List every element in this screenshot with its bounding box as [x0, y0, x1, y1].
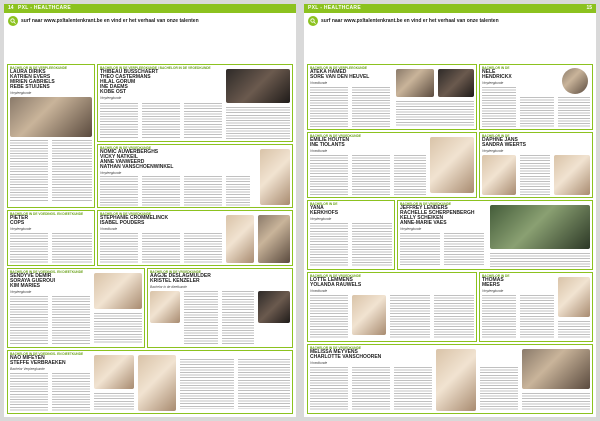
talent-name: HILAL GORUM	[100, 79, 136, 85]
talent-name: REBE STUIJENS	[10, 84, 50, 90]
article-text	[100, 103, 138, 139]
talent-name: YOLANDA RAUWELS	[310, 282, 362, 288]
box-names	[310, 138, 349, 148]
talent-box	[7, 210, 95, 266]
talent-name: LOTTE LEMMENS	[310, 277, 353, 283]
article-text	[310, 295, 348, 339]
box-names	[100, 70, 158, 95]
talent-box	[479, 272, 593, 342]
article-text	[520, 295, 554, 339]
talent-name: THOMAS	[482, 277, 504, 283]
talent-name: HENDRICKX	[482, 74, 512, 80]
talent-box	[479, 132, 593, 198]
talent-box	[307, 132, 477, 198]
talent-name: KELLY SCHEIKEN	[400, 215, 444, 221]
article-text	[94, 393, 134, 411]
portrait-photo	[260, 149, 290, 205]
box-category: BACHELOR IN DE VROEDKUNDE	[400, 202, 452, 206]
talent-name: NAO MIFEYEN	[10, 355, 45, 361]
page-number: 15	[586, 5, 592, 11]
box-category: BACHELOR IN DE VROEDKUNDE	[100, 212, 152, 216]
article-text	[434, 295, 474, 339]
article-text	[400, 233, 440, 267]
article-text	[142, 176, 180, 206]
box-category: BACHELOR IN DE	[482, 66, 510, 70]
group-photo	[226, 69, 290, 103]
talent-name: MELISSA MEYVENS	[310, 349, 358, 355]
portrait-photo	[94, 355, 134, 389]
article-text	[352, 87, 390, 127]
box-role: Verpleegkunde	[482, 149, 504, 153]
talent-name: THEO CASTERMANS	[100, 74, 151, 80]
talent-box	[147, 268, 293, 348]
article-text	[184, 176, 222, 206]
portrait-photo	[554, 155, 590, 195]
box-names	[400, 206, 474, 226]
box-role: Vroedkunde	[310, 149, 328, 153]
talent-name: EMILIE HOUTEN	[310, 137, 350, 143]
box-role: Verpleegkunde	[100, 171, 122, 175]
article-text	[100, 176, 138, 206]
article-text	[396, 101, 474, 127]
talent-name: PIETER	[10, 215, 29, 221]
box-category: BACHELOR IN DE VERPLEEGKUNDE	[10, 66, 68, 70]
portrait-photo	[94, 273, 142, 309]
article-text	[226, 107, 290, 139]
article-text	[490, 253, 590, 267]
box-category: BACHELOR IN DE VERPLEEGKUNDE	[310, 66, 368, 70]
website-banner	[308, 16, 592, 26]
box-category: BACHELOR IN DE VROEDKUNDE	[100, 146, 152, 150]
talent-name: INE DAEMS	[100, 84, 128, 90]
portrait-photo	[150, 291, 180, 323]
box-names	[310, 206, 338, 216]
article-text	[444, 233, 484, 267]
article-text	[10, 373, 48, 411]
box-category: BACHELOR IN DE VOEDINGS- EN DIEETKUNDE	[10, 212, 84, 216]
article-text	[10, 296, 48, 344]
talent-box	[7, 268, 145, 348]
page-header	[304, 4, 596, 13]
page-header	[4, 4, 296, 13]
talent-name: KERKHOFS	[310, 210, 339, 216]
article-text	[310, 367, 348, 411]
portrait-photo	[562, 68, 588, 94]
article-text	[184, 103, 222, 139]
article-text	[180, 359, 234, 409]
website-banner	[8, 16, 292, 26]
article-text	[558, 321, 590, 339]
talent-name: JEFFREY LENDERS	[400, 205, 448, 211]
talent-name: COPS	[10, 220, 25, 226]
article-text	[520, 97, 554, 127]
article-text	[480, 367, 518, 411]
portrait-photo	[396, 69, 434, 97]
talent-name: KRISTEL KENZELER	[150, 278, 200, 284]
article-text	[142, 103, 180, 139]
portrait-photo	[138, 355, 176, 411]
talent-name: KIM MARIES	[10, 283, 40, 289]
box-role: Verpleegkunde	[400, 227, 422, 231]
box-names	[100, 216, 168, 226]
talent-box	[307, 344, 593, 414]
talent-name: SORE VAN DEN HEUVEL	[310, 74, 370, 80]
talent-name: KATRIEN EVERS	[10, 74, 51, 80]
box-role: Verpleegkunde	[310, 217, 332, 221]
portrait-photo	[558, 277, 590, 317]
box-role: Verpleegkunde	[482, 289, 504, 293]
search-icon	[8, 16, 18, 26]
box-role: Vroedkunde	[310, 289, 328, 293]
portrait-photo	[482, 155, 516, 195]
talent-name: ISABEL POUDERS	[100, 220, 145, 226]
article-text	[94, 313, 142, 343]
portrait-photo	[430, 137, 474, 193]
box-names	[10, 216, 28, 226]
talent-box	[479, 64, 593, 130]
talent-name: SENDYVE DEMIR	[10, 273, 52, 279]
article-text	[520, 155, 550, 195]
article-text	[352, 155, 390, 195]
section-title: PXL - HEALTHCARE	[308, 5, 361, 11]
search-icon	[308, 16, 318, 26]
article-text	[310, 155, 348, 195]
portrait-photo	[438, 69, 474, 97]
article-text	[394, 155, 426, 195]
talent-box	[307, 272, 477, 342]
talent-box	[97, 210, 293, 266]
box-role: Vroedkunde	[310, 81, 328, 85]
box-role: Bachelor in de dieetkunde	[150, 285, 187, 289]
talent-name: RACHELLE SCHERPENBERGH	[400, 210, 475, 216]
page-number: 14	[8, 5, 14, 11]
box-category: BACHELOR IN DE VOEDINGS- EN DIEETKUNDE	[10, 352, 84, 356]
box-category: BACHELOR IN DE VROEDKUNDE	[150, 270, 202, 274]
box-category: BACHELOR IN DE VROEDKUNDE	[310, 274, 362, 278]
box-role: Verpleegkunde	[100, 96, 122, 100]
box-names	[482, 70, 512, 80]
box-category: BACHELOR IN DE VROEDKUNDE	[310, 134, 362, 138]
talent-name: KOBE OST	[100, 89, 127, 95]
talent-box	[7, 350, 293, 414]
box-names	[10, 274, 55, 289]
article-text	[10, 233, 48, 263]
talent-name: SORAYA GUEROUI	[10, 278, 56, 284]
box-role: Verpleegkunde	[482, 81, 504, 85]
talent-name: INE TIOLANTS	[310, 142, 345, 148]
article-text	[100, 233, 138, 263]
article-text	[310, 87, 348, 127]
talent-name: NELE	[482, 69, 496, 75]
box-names	[310, 278, 361, 288]
box-category: BACHELOR IN DE	[482, 134, 510, 138]
box-category: BACHELOR IN DE VOEDINGS- EN DIEETKUNDE	[10, 270, 84, 274]
talent-box	[307, 64, 477, 130]
box-role: Verpleegkunde	[10, 91, 32, 95]
article-text	[184, 233, 222, 263]
article-text	[52, 373, 90, 411]
box-names	[310, 70, 369, 80]
article-text	[52, 296, 90, 344]
talent-name: DAPHNE JANS	[482, 137, 518, 143]
talent-name: THIBEAU BUSSCHAERT	[100, 69, 159, 75]
talent-box	[97, 64, 293, 142]
article-text	[184, 291, 218, 345]
section-title: PXL - HEALTHCARE	[18, 5, 71, 11]
box-category: BACHELOR IN DE VERPLEEGKUNDE / BACHELOR IN DE VROEDKUNDE	[100, 66, 211, 70]
article-text	[222, 291, 254, 345]
talent-name: NATHAN VANSCHOENWINKEL	[100, 164, 174, 170]
portrait-photo	[258, 215, 290, 263]
box-category: BACHELOR IN DE	[482, 274, 510, 278]
article-text	[52, 233, 92, 263]
portrait-photo	[352, 295, 386, 335]
article-text	[142, 233, 180, 263]
talent-name: CHARLOTTE VANSCHOOREN	[310, 354, 382, 360]
article-text	[394, 367, 432, 411]
right-page	[304, 4, 596, 417]
box-role: Vroedkunde	[100, 227, 118, 231]
talent-name: ANNE-MARIE VAES	[400, 220, 447, 226]
box-role: Verpleegkunde	[10, 290, 32, 294]
article-text	[238, 359, 290, 409]
box-names	[482, 138, 526, 148]
talent-name: ANNE VANWEERD	[100, 159, 145, 165]
talent-name: ATEKA HAMED	[310, 69, 347, 75]
article-text	[10, 140, 48, 202]
box-role: Bachelor Verpleegkunde	[10, 367, 45, 371]
portrait-photo	[522, 349, 590, 389]
talent-name: LAURA DIRIKS	[10, 69, 46, 75]
box-category: BACHELOR IN DE VROEDKUNDE	[310, 346, 362, 350]
talent-name: VICKY NATKEIL	[100, 154, 138, 160]
group-photo	[490, 205, 590, 249]
article-text	[226, 176, 250, 206]
talent-name: STEFFE VERBRAEKEN	[10, 360, 66, 366]
talent-name: STEPHANIE CROMMELINCK	[100, 215, 169, 221]
portrait-photo	[226, 215, 254, 263]
box-names	[310, 350, 381, 360]
banner-text: surf naar www.pxltalentenkrant.be en vind er het verhaal van onze talenten	[21, 18, 199, 24]
portrait-photo	[258, 291, 290, 323]
talent-box	[97, 144, 293, 208]
talent-name: NOMIC AUWERBERGHS	[100, 149, 159, 155]
article-text	[482, 87, 516, 127]
left-page	[4, 4, 296, 417]
banner-text: surf naar www.pxltalentenkrant.be en vind er het verhaal van onze talenten	[321, 18, 499, 24]
article-text	[352, 367, 390, 411]
group-photo	[10, 97, 92, 137]
talent-name: MEERS	[482, 282, 500, 288]
box-names	[150, 274, 211, 284]
article-text	[522, 393, 590, 411]
box-category: BACHELOR IN DE	[310, 202, 338, 206]
talent-box	[307, 200, 395, 270]
box-role: Verpleegkunde	[10, 227, 32, 231]
portrait-photo	[436, 349, 476, 411]
box-names	[100, 150, 173, 170]
article-text	[558, 97, 590, 127]
talent-name: SANDRA WEERTS	[482, 142, 526, 148]
talent-name: YANA	[310, 205, 324, 211]
talent-box	[7, 64, 95, 208]
talent-name: AAGJE DESLAGMULDER	[150, 273, 211, 279]
box-role: Vroedkunde	[310, 361, 328, 365]
box-names	[10, 356, 66, 366]
talent-box	[397, 200, 593, 270]
article-text	[52, 140, 92, 202]
article-text	[390, 295, 430, 339]
article-text	[310, 223, 348, 267]
box-names	[10, 70, 55, 90]
box-names	[482, 278, 504, 288]
article-text	[352, 223, 392, 267]
talent-name: MIRIEN GABRIELS	[10, 79, 55, 85]
article-text	[482, 295, 516, 339]
